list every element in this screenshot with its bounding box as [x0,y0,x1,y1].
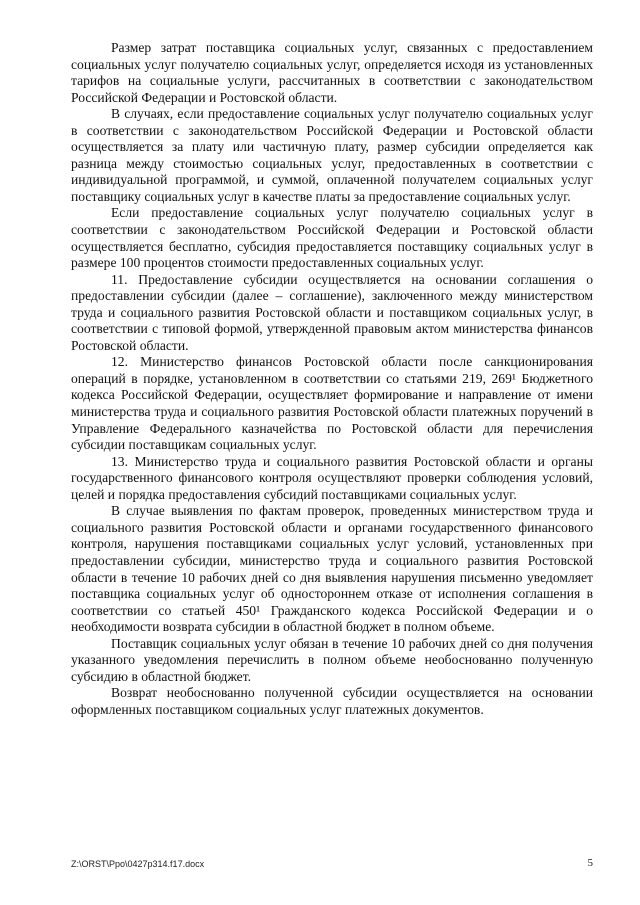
paragraph-refund-basis: Возврат необоснованно полученной субсидии осуществляется на основании оформленных поставщиком социальных услуг платежных документов. [71,685,593,717]
paragraph-violations: В случае выявления по фактам проверок, проведенных министерством труда и социального развития Ростовской области и органами государственного финансового контроля, нарушения поставщиками социальных услуг условий, установленных при предоставлении субсидии, министерство труда и социального развития Ростовской области в течение 10 рабочих дней со дня выявления нарушения письменно уведомляет поставщика социальных услуг об одностороннем отказе от исполнения соглашения в соответствии со статьей 450¹ Гражданского кодекса Российской Федерации и о необходимости возврата субсидии в областной бюджет в полном объеме. [71,503,593,635]
paragraph-cost-size: Размер затрат поставщика социальных услуг, связанных с предоставлением социальных услуг получателю социальных услуг, определяется исходя из установленных тарифов на социальные услуги, рассчитанных в соответствии с законодательством Российской Федерации и Ростовской области. [71,40,593,105]
paragraph-item-13: 13. Министерство труда и социального развития Ростовской области и органы государственного финансового контроля осуществляют проверки соблюдения условий, целей и порядка предоставления субсидий поставщиками социальных услуг. [71,453,593,502]
paragraph-item-12: 12. Министерство финансов Ростовской области после санкционирования операций в порядке, установленном в соответствии со статьями 219, 269¹ Бюджетного кодекса Российской Федерации, осуществляет формирование и направление от имени министерства труда и социального развития Ростовской области платежных поручений в Управление Федерального казначейства по Ростовской области для перечисления субсидии поставщикам социальных услуг. [71,354,593,453]
footer-file-path: Z:\ORST\Ppo\0427p314.f17.docx [71,859,205,869]
page-number: 5 [587,857,593,869]
paragraph-free-services: Если предоставление социальных услуг получателю социальных услуг в соответствии с законодательством Российской Федерации и Ростовской области осуществляется бесплатно, субсидия предоставляется поставщику социальных услуг в размере 100 процентов стоимости предоставленных социальных услуг. [71,205,593,271]
paragraph-paid-services: В случаях, если предоставление социальных услуг получателю социальных услуг в соответствии с законодательством Российской Федерации и Ростовской области осуществляется за плату или частичную плату, размер субсидии определяется как разница между стоимостью социальных услуг, предоставленных в соответствии с индивидуальной программой, и суммой, оплаченной получателем социальных услуг поставщику социальных услуг в качестве платы за предоставление социальных услуг. [71,106,593,204]
paragraph-item-11: 11. Предоставление субсидии осуществляется на основании соглашения о предоставлении субсидии (далее – соглашение), заключенного между министерством труда и социального развития Ростовской области и поставщиком социальных услуг, в соответствии с типовой формой, утвержденной правовым актом министерства финансов Ростовской области. [71,271,593,353]
paragraph-refund-obligation: Поставщик социальных услуг обязан в течение 10 рабочих дней со дня получения указанного уведомления перечислить в полном объеме необоснованно полученную субсидию в областной бюджет. [71,635,593,684]
document-body [71,40,593,718]
